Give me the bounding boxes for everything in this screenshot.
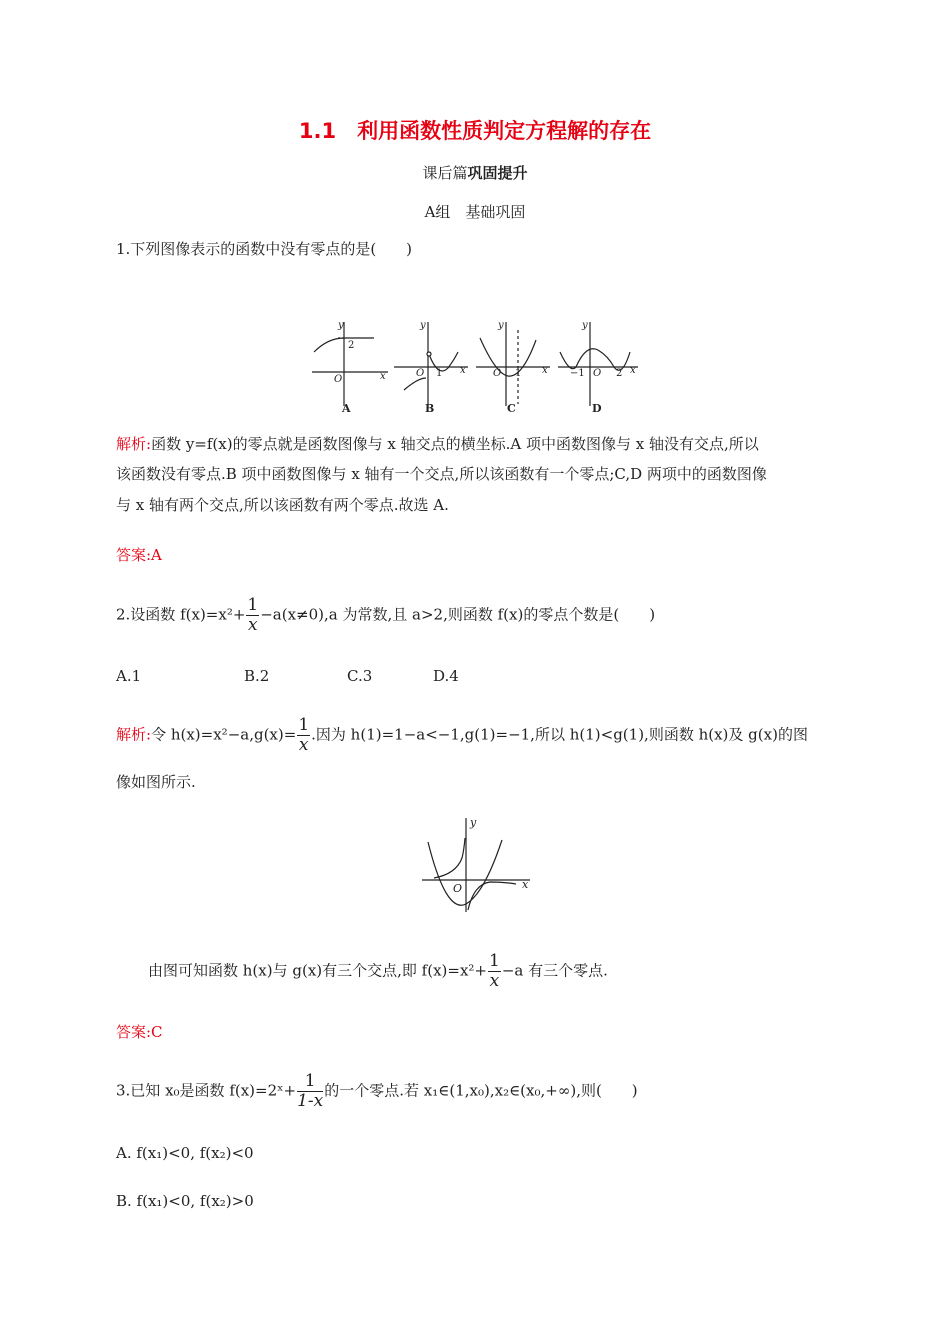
svg-text:1: 1 xyxy=(515,368,522,379)
svg-text:2: 2 xyxy=(348,340,355,351)
q3-stem: 3.已知 x₀是函数 f(x)=2ˣ+ $\frac{1}{1-x}$ 的一个零点.若 x₁∈(1,x₀),x₂∈(x₀,+∞),则( ) xyxy=(116,1071,638,1111)
svg-text:y: y xyxy=(338,320,344,331)
q2-stem: 2.设函数 f(x)=x²+ $\frac{1}{x}$ −a(x≠0),a 为常数,且 a>2,则函数 f(x)的零点个数是( ) xyxy=(116,595,656,635)
svg-text:−1: −1 xyxy=(570,368,585,379)
subtitle-bold: 巩固提升 xyxy=(467,164,528,182)
q2-analysis-line-2: 像如图所示. xyxy=(116,773,196,791)
q1-analysis-line-2: 该函数没有零点.B 项中函数图像与 x 轴有一个交点,所以该函数有一个零点;C,D 两项中的函数图像 xyxy=(116,465,767,483)
subtitle-prefix: 课后篇 xyxy=(422,164,468,182)
q1-answer: 答案:A xyxy=(116,546,162,564)
q2-option-d: D.4 xyxy=(433,667,459,685)
svg-text:y: y xyxy=(470,816,477,829)
q2-analysis-label: 解析: xyxy=(116,725,152,744)
svg-text:y: y xyxy=(498,320,504,331)
svg-text:y: y xyxy=(420,320,426,331)
q2-option-a: A.1 xyxy=(116,667,142,685)
svg-text:x: x xyxy=(380,371,386,382)
q2-option-b: B.2 xyxy=(244,667,270,685)
q2-conclusion-fraction: $\frac{1}{x}$ xyxy=(489,951,500,991)
q2-graph xyxy=(420,814,532,914)
q1-figures xyxy=(308,316,643,416)
q1-analysis-label: 解析: xyxy=(116,435,152,453)
fig-label-d: D xyxy=(592,402,602,415)
svg-text:O: O xyxy=(334,374,343,385)
svg-text:2: 2 xyxy=(616,368,623,379)
svg-text:x: x xyxy=(460,365,466,376)
svg-text:O: O xyxy=(416,368,425,379)
svg-text:x: x xyxy=(630,365,636,376)
fig-label-a: A xyxy=(342,402,351,415)
section-subtitle xyxy=(0,162,950,183)
svg-text:x: x xyxy=(522,878,529,891)
fig-label-b: B xyxy=(425,402,435,415)
svg-text:O: O xyxy=(493,368,502,379)
q3-option-b: B. f(x₁)<0, f(x₂)>0 xyxy=(116,1192,254,1210)
group-heading: A组 基础巩固 xyxy=(424,203,526,221)
fig-label-c: C xyxy=(507,402,516,415)
svg-text:1: 1 xyxy=(436,368,443,379)
svg-text:x: x xyxy=(542,365,548,376)
q2-analysis-line-1: 解析:令 h(x)=x²−a,g(x)= $\frac{1}{x}$ .因为 h(1)=1−a<−1,g(1)=−1,所以 h(1)<g(1),则函数 h(x)及 g(x)的图 xyxy=(116,715,808,755)
page-title: 1.1 利用函数性质判定方程解的存在 xyxy=(298,119,652,143)
q3-fraction: $\frac{1}{1-x}$ xyxy=(297,1071,324,1111)
svg-text:y: y xyxy=(582,320,588,331)
q1-analysis-line-3: 与 x 轴有两个交点,所以该函数有两个零点.故选 A. xyxy=(116,496,449,514)
svg-text:O: O xyxy=(593,368,602,379)
q2-fraction: $\frac{1}{x}$ xyxy=(247,595,259,635)
q1-analysis-line-1: 解析:函数 y=f(x)的零点就是函数图像与 x 轴交点的横坐标.A 项中函数图像与 x 轴没有交点,所以 xyxy=(116,435,759,453)
svg-text:O: O xyxy=(453,882,463,895)
q1-stem: 1.下列图像表示的函数中没有零点的是( ) xyxy=(116,240,413,258)
q3-option-a: A. f(x₁)<0, f(x₂)<0 xyxy=(116,1144,254,1162)
q2-answer: 答案:C xyxy=(116,1023,163,1041)
q2-option-c: C.3 xyxy=(347,667,373,685)
q2-conclusion: 由图可知函数 h(x)与 g(x)有三个交点,即 f(x)=x²+ $\frac{1}{x}$ −a 有三个零点. xyxy=(148,951,608,991)
q2-analysis-fraction: $\frac{1}{x}$ xyxy=(298,715,310,755)
